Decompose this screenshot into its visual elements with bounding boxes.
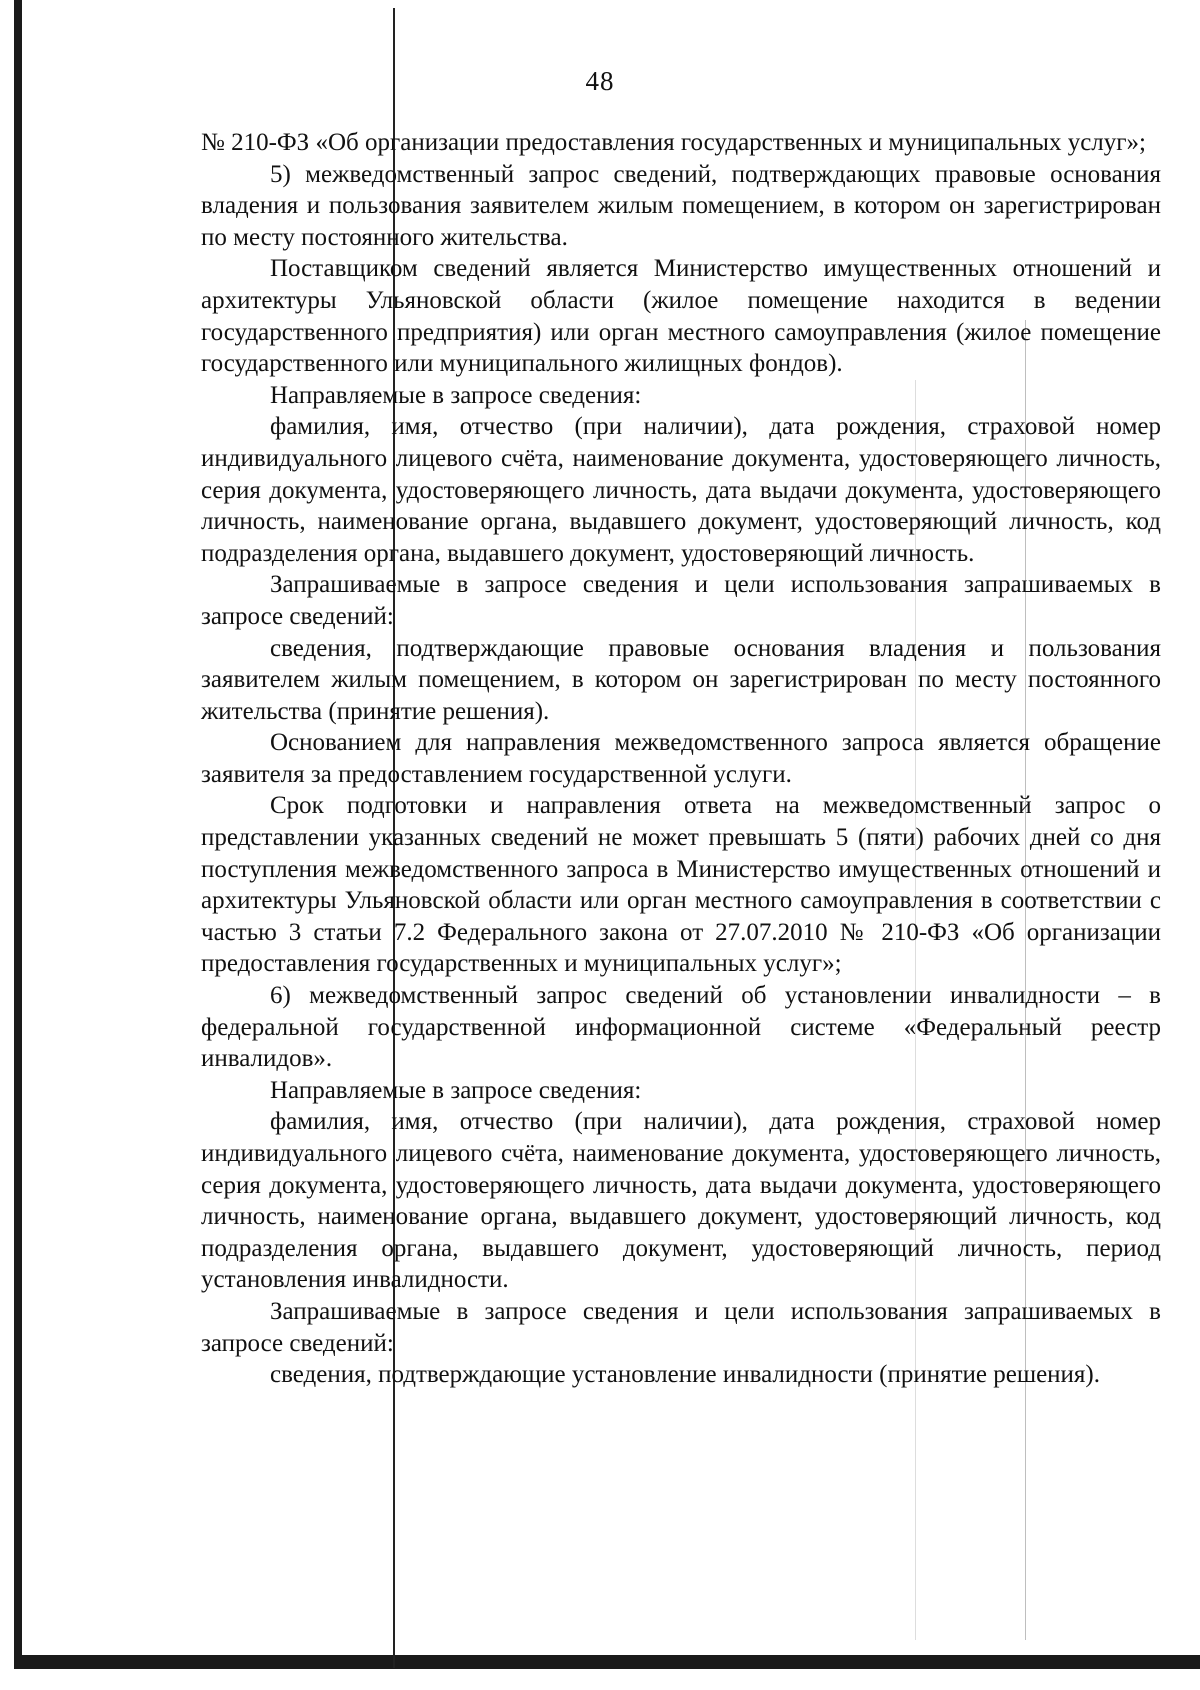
paragraph: Поставщиком сведений является Министерство имущественных отношений и архитектуры Ульяновской области (жилое помещение находится в ведении государственного предприятия) или орган местного самоуправления (жилое помещение государственного или муниципального жилищных фондов).: [201, 255, 1161, 378]
paragraph: Направляемые в запросе сведения:: [270, 381, 642, 409]
scan-edge-bottom: [14, 1655, 1200, 1669]
paragraph: Запрашиваемые в запросе сведения и цели использования запрашиваемых в запросе сведений:: [201, 571, 1161, 630]
paragraph: Основанием для направления межведомственного запроса является обращение заявителя за предоставлением государственной услуги.: [201, 729, 1161, 788]
paragraph: Срок подготовки и направления ответа на межведомственный запрос о представлении указанных сведений не может превышать 5 (пяти) рабочих дней со дня поступления межведомственного запроса в Министерство имущественных отношений и архитектуры Ульяновской области или орган местного самоуправления в соответствии с частью 3 статьи 7.2 Федерального закона от 27.07.2010 № 210-ФЗ «Об организации предоставления государственных и муниципальных услуг»;: [201, 792, 1161, 978]
paragraph: сведения, подтверждающие установление инвалидности (принятие решения).: [270, 1361, 1101, 1389]
paragraph: Направляемые в запросе сведения:: [270, 1076, 642, 1104]
paragraph: фамилия, имя, отчество (при наличии), дата рождения, страховой номер индивидуального лицевого счёта, наименование документа, удостоверяющего личность, серия документа, удостоверяющего личность, дата выдачи документа, удостоверяющего личность, наименование органа, выдавшего документ, удостоверяющий личность, код подразделения органа, выдавшего документ, удостоверяющий личность, период установления инвалидности.: [201, 1108, 1161, 1294]
paragraph: 6) межведомственный запрос сведений об установлении инвалидности – в федеральной государственной информационной системе «Федеральный реестр инвалидов».: [201, 982, 1161, 1073]
page-number: 48: [585, 66, 615, 96]
scan-edge-left: [14, 0, 22, 1662]
paragraph: Запрашиваемые в запросе сведения и цели использования запрашиваемых в запросе сведений:: [201, 1297, 1161, 1357]
paragraph: сведения, подтверждающие правовые основания владения и пользования заявителем жилым помещением, в котором он зарегистрирован по месту постоянного жительства (принятие решения).: [201, 634, 1161, 725]
paragraph: фамилия, имя, отчество (при наличии), дата рождения, страховой номер индивидуального лицевого счёта, наименование документа, удостоверяющего личность, серия документа, удостоверяющего личность, дата выдачи документа, удостоверяющего личность, наименование органа, выдавшего документ, удостоверяющий личность, код подразделения органа, выдавшего документ, удостоверяющий личность.: [201, 413, 1161, 567]
paragraph: 5) межведомственный запрос сведений, подтверждающих правовые основания владения и пользования заявителем жилым помещением, в котором он зарегистрирован по месту постоянного жительства.: [201, 160, 1161, 251]
paragraph: № 210-ФЗ «Об организации предоставления государственных и муниципальных услуг»;: [201, 129, 1146, 156]
document-body: [201, 127, 1161, 1391]
